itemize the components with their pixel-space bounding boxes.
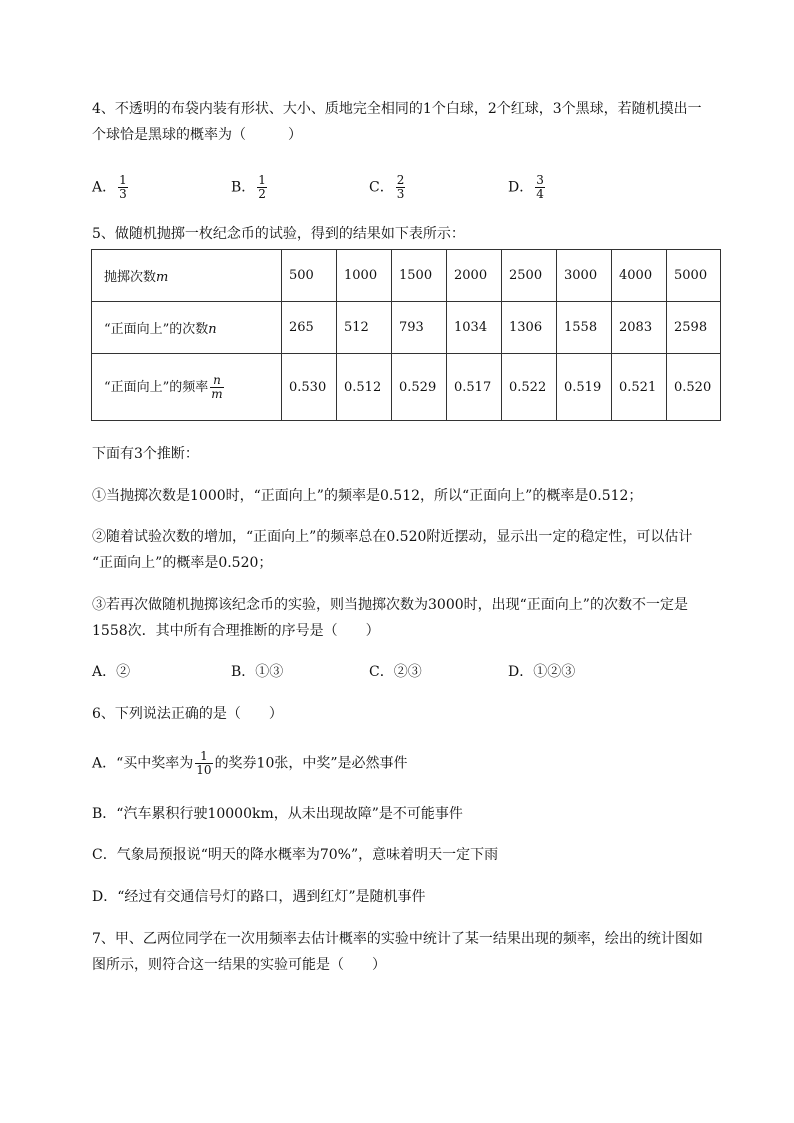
table-cell: 0.512: [337, 354, 392, 421]
table-cell: 0.520: [667, 354, 721, 421]
q6-stem: 6、下列说法正确的是（ ）: [92, 706, 283, 722]
q6-option-a: A．“买中奖率为 $\frac{1}{10}$ 的奖券10张，中奖”是必然事件: [92, 749, 408, 777]
fraction: $\frac{1}{10}$: [196, 749, 212, 777]
option-label: C．: [369, 179, 394, 196]
fraction: $\frac{n}{m}$: [211, 372, 223, 401]
table-cell: 1558: [557, 302, 612, 354]
table-cell: 2500: [502, 250, 557, 302]
q5-option-b: B．①③: [231, 664, 284, 680]
q5-option-d: D．①②③: [508, 664, 576, 680]
table-cell: 793: [392, 302, 447, 354]
option-label: A．: [92, 179, 117, 196]
q5-inference-3-line1: ③若再次做随机抛掷该纪念币的实验，则当抛掷次数为3000时，出现“正面向上”的次数不一定是: [92, 597, 688, 613]
table-cell: 500: [282, 250, 337, 302]
q5-inference-3-line2: 1558次．其中所有合理推断的序号是（ ）: [92, 623, 380, 639]
row-header: “正面向上”的次数n: [92, 302, 282, 354]
table-cell: 5000: [667, 250, 721, 302]
table-cell: 0.530: [282, 354, 337, 421]
table-cell: 0.529: [392, 354, 447, 421]
results-table: [91, 249, 721, 421]
table-cell: 1000: [337, 250, 392, 302]
table-cell: 0.517: [447, 354, 502, 421]
table-row-heads-frequency: [92, 354, 721, 421]
q7-stem-line2: 图所示，则符合这一结果的实验可能是（ ）: [92, 957, 386, 973]
q5-inference-1: ①当抛掷次数是1000时，“正面向上”的频率是0.512，所以“正面向上”的概率是0.512；: [92, 488, 643, 504]
fraction: $\frac{2}{3}$: [396, 173, 405, 201]
q6-option-c: C．气象局预报说“明天的降水概率为70%”，意味着明天一定下雨: [92, 847, 499, 863]
table-cell: 3000: [557, 250, 612, 302]
table-cell: 0.522: [502, 354, 557, 421]
q4-stem-line2: 个球恰是黑球的概率为（ ）: [92, 127, 302, 143]
q4-stem-line1: 4、不透明的布袋内装有形状、大小、质地完全相同的1个白球，2个红球，3个黑球，若随机摸出一: [92, 101, 702, 117]
option-label: B．: [231, 179, 256, 196]
fraction: $\frac{1}{2}$: [258, 173, 266, 201]
q7-stem-line1: 7、甲、乙两位同学在一次用频率去估计概率的实验中统计了某一结果出现的频率，绘出的统计图如: [92, 931, 703, 947]
q6-option-b: B．“汽车累积行驶10000km，从未出现故障”是不可能事件: [92, 806, 463, 822]
q6-option-d: D．“经过有交通信号灯的路口，遇到红灯”是随机事件: [92, 889, 426, 905]
table-cell: 4000: [612, 250, 667, 302]
table-row-heads-count: [92, 302, 721, 354]
q4-option-a: [92, 174, 130, 201]
q5-stem: 5、做随机抛掷一枚纪念币的试验，得到的结果如下表所示：: [92, 226, 465, 242]
q4-option-b: [231, 174, 269, 201]
option-label: D．: [508, 179, 534, 196]
q5-inference-2-line2: “正面向上”的概率是0.520；: [92, 555, 273, 571]
table-cell: 2000: [447, 250, 502, 302]
q4-option-d: [508, 174, 547, 201]
table-cell: 0.519: [557, 354, 612, 421]
table-cell: 265: [282, 302, 337, 354]
q5-inference-2-line1: ②随着试验次数的增加，“正面向上”的频率总在0.520附近摆动，显示出一定的稳定性，可以估计: [92, 529, 693, 545]
table-row-tosses: [92, 250, 721, 302]
table-cell: 1034: [447, 302, 502, 354]
table-cell: 1306: [502, 302, 557, 354]
table-cell: 512: [337, 302, 392, 354]
fraction: $\frac{3}{4}$: [536, 173, 544, 201]
q5-option-a: A．②: [92, 664, 131, 680]
table-cell: 0.521: [612, 354, 667, 421]
table-cell: 2598: [667, 302, 721, 354]
fraction: $\frac{1}{3}$: [119, 173, 127, 201]
q5-option-c: C．②③: [369, 664, 422, 680]
q5-intro: 下面有3个推断：: [92, 446, 199, 462]
row-header: “正面向上”的频率 $\frac{n}{m}$: [92, 354, 282, 421]
table-cell: 2083: [612, 302, 667, 354]
q4-option-c: [369, 174, 407, 201]
row-header: 抛掷次数m: [92, 250, 282, 302]
table-cell: 1500: [392, 250, 447, 302]
